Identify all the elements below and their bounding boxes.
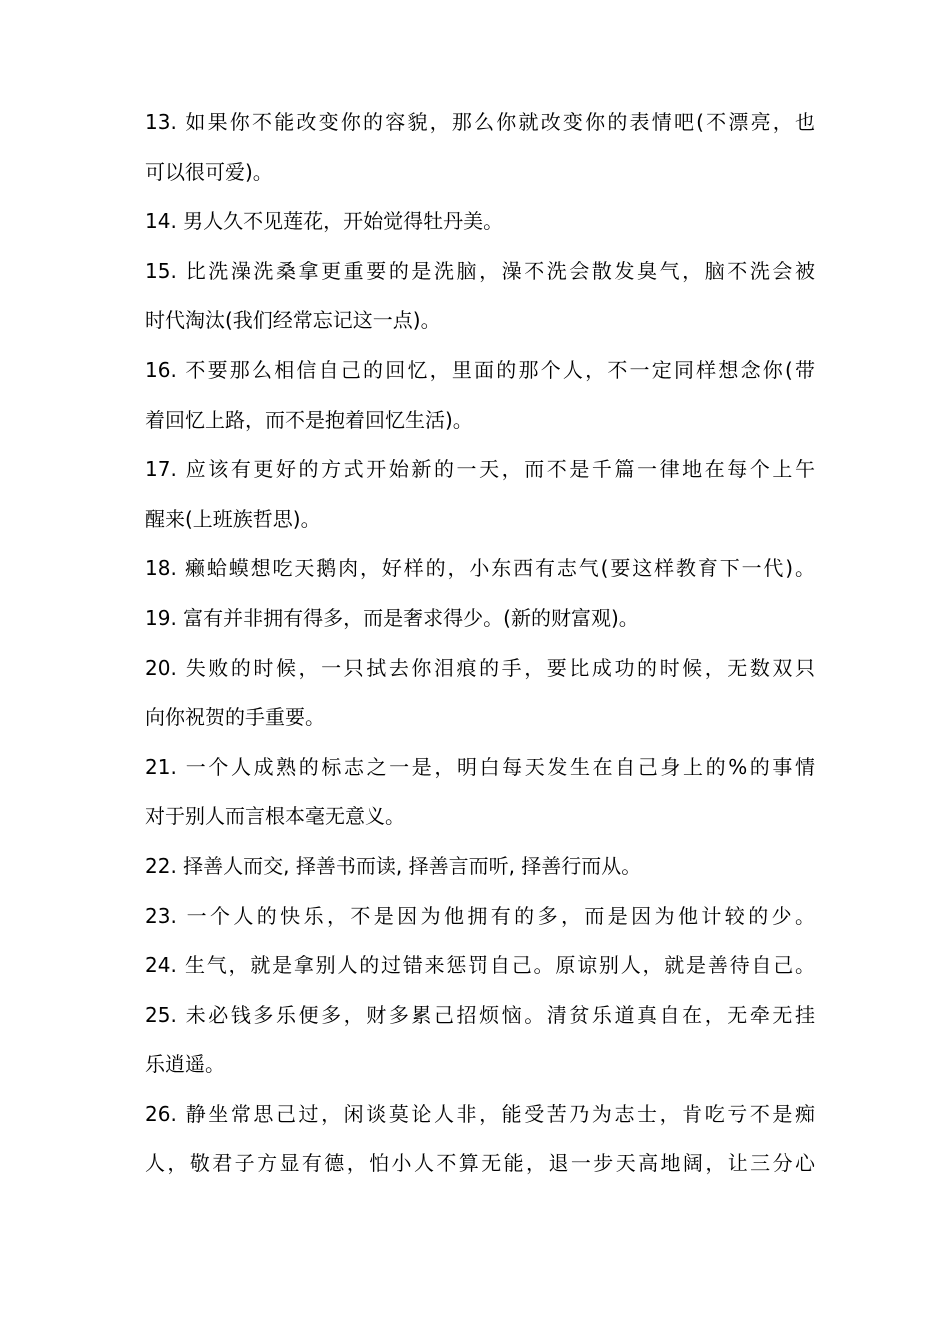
text-line: 时代淘汰(我们经常忘记这一点)。: [145, 308, 441, 333]
text-line: 25. 未必钱多乐便多，财多累己招烦恼。清贫乐道真自在，无牵无挂: [145, 1002, 815, 1027]
text-line: 15. 比洗澡洗桑拿更重要的是洗脑，澡不洗会散发臭气，脑不洗会被: [145, 258, 815, 283]
text-line: 醒来(上班族哲思)。: [145, 506, 321, 531]
text-line: 26. 静坐常思己过，闲谈莫论人非，能受苦乃为志士，肯吃亏不是痴: [145, 1101, 815, 1126]
text-line: 人，敬君子方显有德，怕小人不算无能，退一步天高地阔，让三分心: [145, 1151, 815, 1176]
text-line: 向你祝贺的手重要。: [145, 705, 325, 730]
text-line: 24. 生气，就是拿别人的过错来惩罚自己。原谅别人，就是善待自己。: [145, 953, 815, 978]
text-line: 16. 不要那么相信自己的回忆，里面的那个人，不一定同样想念你(带: [145, 357, 815, 382]
text-line: 乐逍遥。: [145, 1052, 225, 1077]
text-line: 对于别人而言根本毫无意义。: [145, 804, 405, 829]
text-line: 18. 癞蛤蟆想吃天鹅肉，好样的，小东西有志气(要这样教育下一代)。: [145, 556, 815, 581]
text-line: 可以很可爱)。: [145, 159, 273, 184]
text-line: 13. 如果你不能改变你的容貌，那么你就改变你的表情吧(不漂亮，也: [145, 110, 815, 134]
text-line: 17. 应该有更好的方式开始新的一天，而不是千篇一律地在每个上午: [145, 457, 815, 482]
text-line: 14. 男人久不见莲花，开始觉得牡丹美。: [145, 209, 504, 234]
text-line: 21. 一个人成熟的标志之一是，明白每天发生在自己身上的%的事情: [145, 754, 815, 779]
text-line: 22. 择善人而交, 择善书而读, 择善言而听, 择善行而从。: [145, 853, 642, 878]
document-body: [145, 102, 815, 1193]
text-line: 20. 失败的时候，一只拭去你泪痕的手，要比成功的时候，无数双只: [145, 655, 815, 680]
text-line: 23. 一个人的快乐，不是因为他拥有的多，而是因为他计较的少。: [145, 903, 815, 928]
text-line: 着回忆上路，而不是抱着回忆生活)。: [145, 407, 473, 432]
text-line: 19. 富有并非拥有得多，而是奢求得少。(新的财富观)。: [145, 605, 639, 630]
